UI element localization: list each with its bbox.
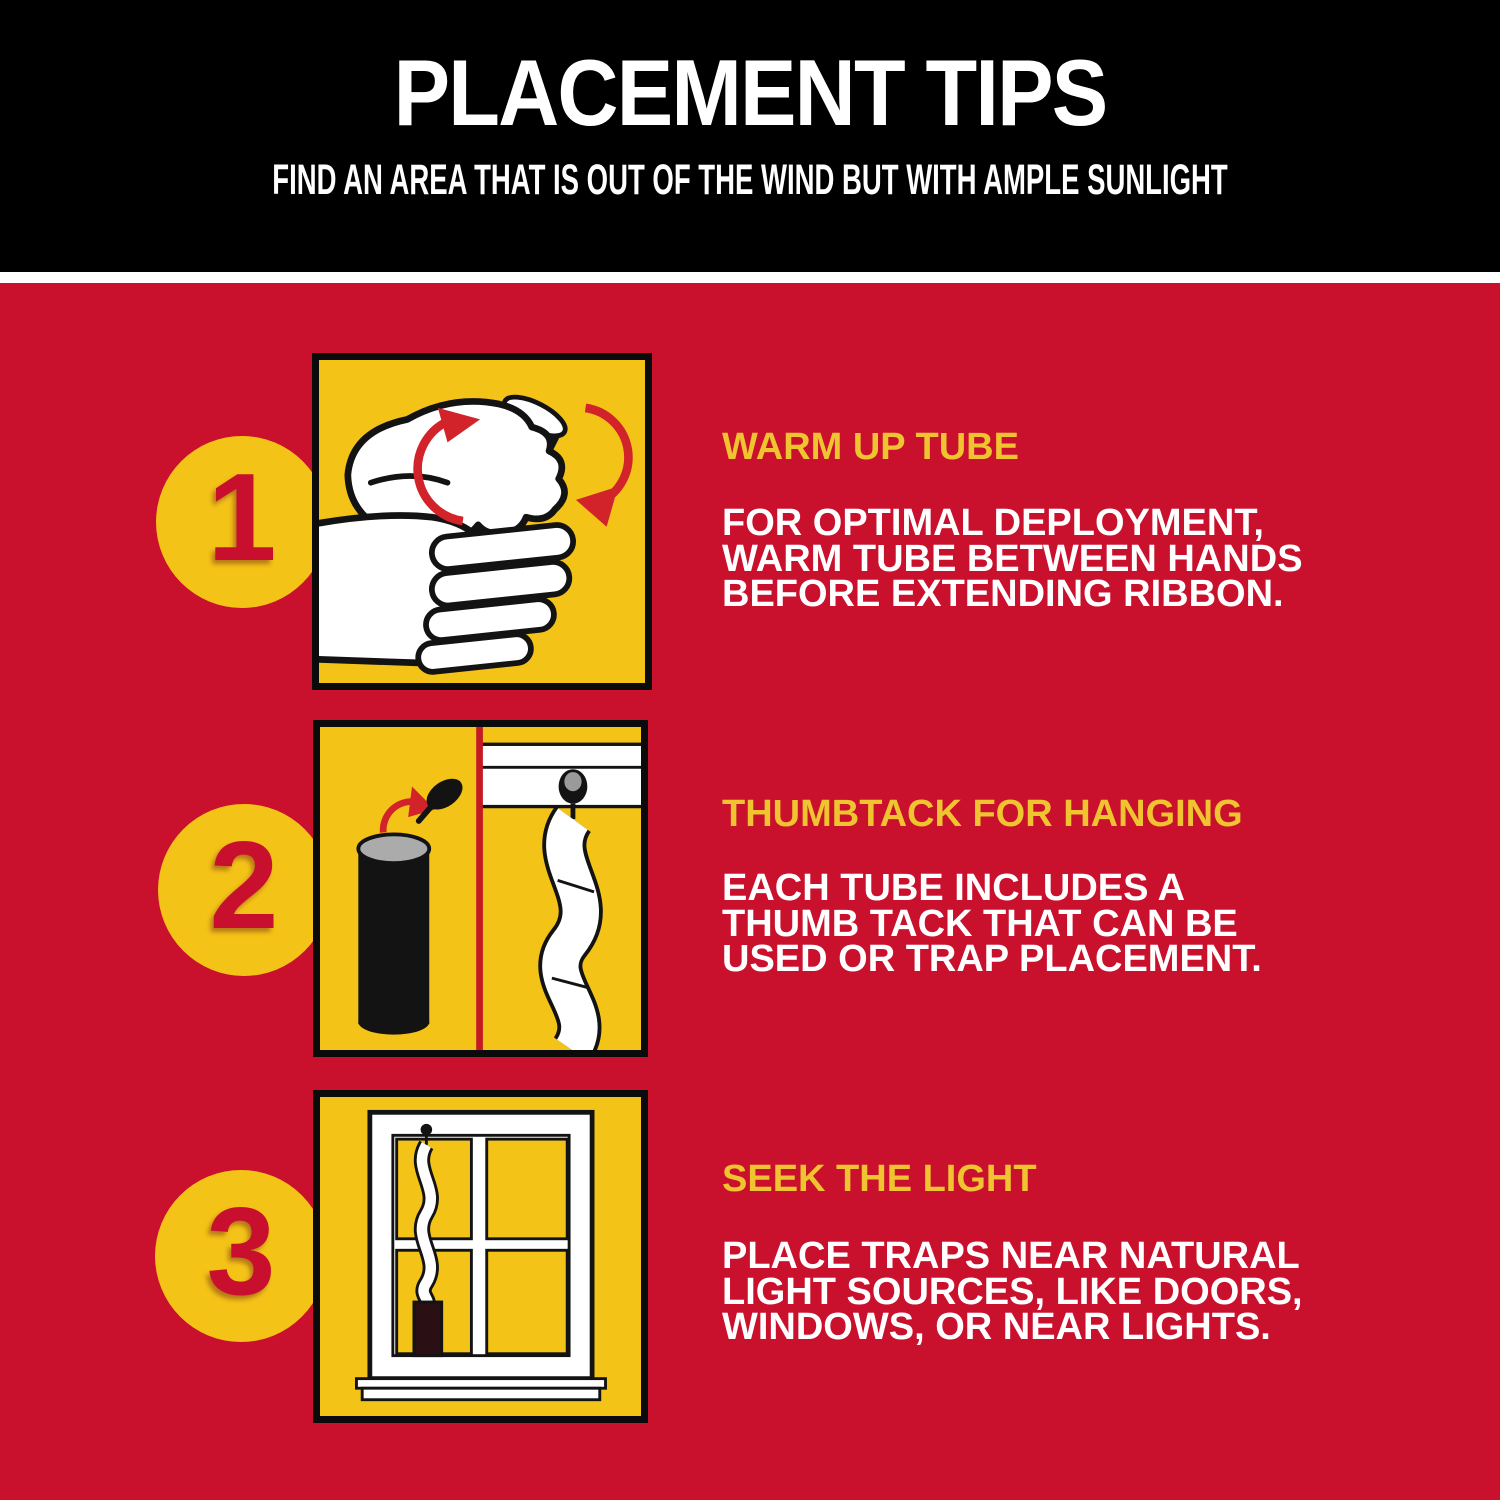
step-body-line: WINDOWS, OR NEAR LIGHTS. — [722, 1306, 1271, 1348]
page-title: PLACEMENT TIPS — [393, 40, 1107, 145]
step-2-illustration-box — [313, 720, 648, 1057]
step-3-illustration-box — [313, 1090, 648, 1423]
header-banner — [0, 0, 1500, 272]
step-body-line: BEFORE EXTENDING RIBBON. — [722, 573, 1284, 615]
step-2-heading: THUMBTACK FOR HANGING — [722, 793, 1243, 835]
hands-warming-tube-illustration — [319, 360, 645, 683]
step-1-illustration-box — [312, 353, 652, 690]
step-2-number-badge — [158, 804, 330, 976]
step-1-number-badge — [156, 436, 328, 608]
step-number: 2 — [209, 817, 279, 955]
step-2-body — [722, 867, 1262, 980]
step-1-heading: WARM UP TUBE — [722, 426, 1019, 468]
window-with-hanging-ribbon-illustration — [320, 1097, 641, 1416]
step-3-number-badge — [155, 1170, 327, 1342]
header-divider — [0, 272, 1500, 283]
step-1-body — [722, 502, 1303, 615]
step-body-line: WARM TUBE BETWEEN HANDS — [722, 537, 1303, 580]
step-number: 3 — [206, 1183, 276, 1321]
step-number: 1 — [207, 449, 277, 587]
step-body-line: THUMB TACK THAT CAN BE — [722, 902, 1238, 945]
page-subtitle: FIND AN AREA THAT IS OUT OF THE WIND BUT WITH AMPLE SUNLIGHT — [272, 156, 1228, 204]
step-body-line: PLACE TRAPS NEAR NATURAL — [722, 1235, 1300, 1277]
step-3-body — [722, 1235, 1303, 1348]
step-body-line: EACH TUBE INCLUDES A — [722, 867, 1186, 909]
step-body-line: LIGHT SOURCES, LIKE DOORS, — [722, 1270, 1303, 1313]
step-body-line: FOR OPTIMAL DEPLOYMENT, — [722, 502, 1264, 544]
step-3-heading: SEEK THE LIGHT — [722, 1158, 1037, 1200]
tube-thumbtack-hanging-ribbon-illustration — [320, 727, 641, 1050]
step-body-line: USED OR TRAP PLACEMENT. — [722, 938, 1262, 980]
